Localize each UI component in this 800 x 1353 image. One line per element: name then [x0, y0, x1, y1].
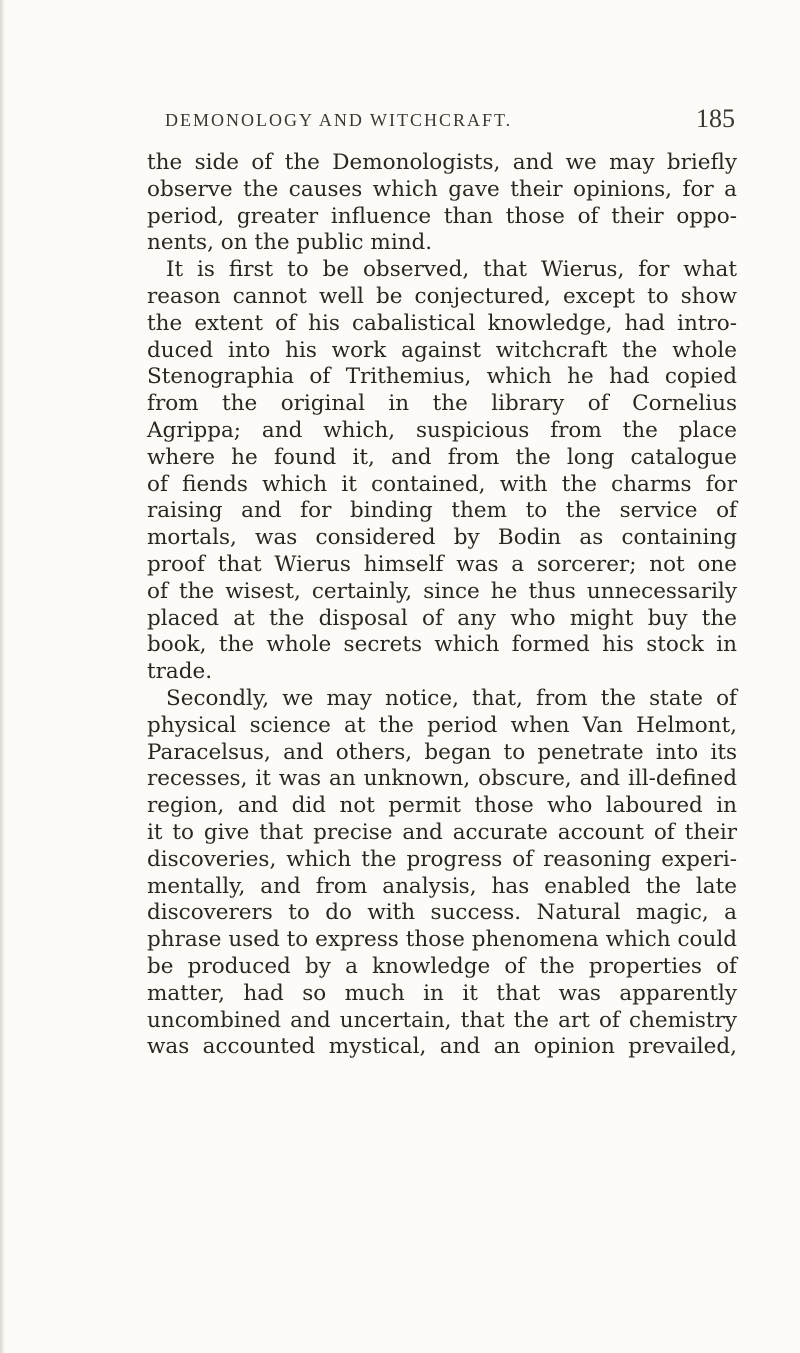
- text-line: Paracelsus, and others, began to penetrate into its: [147, 739, 737, 765]
- text-line: raising and for binding them to the service of: [147, 498, 737, 524]
- text-line: duced into his work against witchcraft the whole: [147, 337, 737, 363]
- text-line: nents, on the public mind.: [147, 230, 433, 256]
- text-line: matter, had so much in it that was apparently: [147, 980, 737, 1006]
- text-line: of the wisest, certainly, since he thus unnecessarily: [147, 578, 737, 604]
- text-line: Stenographia of Trithemius, which he had copied: [147, 364, 737, 390]
- text-line: of fiends which it contained, with the charms for: [147, 471, 737, 497]
- text-line: observe the causes which gave their opinions, for a: [147, 176, 737, 202]
- text-line: uncombined and uncertain, that the art of chemistry: [147, 1007, 737, 1033]
- text-line: mortals, was considered by Bodin as containing: [147, 525, 737, 551]
- text-line: the extent of his cabalistical knowledge, had intro-: [147, 310, 737, 336]
- text-line: physical science at the period when Van Helmont,: [147, 712, 737, 738]
- text-line: discoverers to do with success. Natural magic, a: [147, 900, 737, 926]
- text-line: period, greater influence than those of their oppo-: [147, 203, 737, 229]
- text-line: reason cannot well be conjectured, except to show: [147, 283, 737, 309]
- text-line: recesses, it was an unknown, obscure, and ill-defined: [147, 766, 737, 792]
- text-line: where he found it, and from the long catalogue: [147, 444, 737, 470]
- text-line: Agrippa; and which, suspicious from the place: [147, 417, 737, 443]
- text-line: book, the whole secrets which formed his stock in: [147, 632, 737, 658]
- text-line: It is first to be observed, that Wierus, for what: [166, 257, 737, 283]
- text-line: discoveries, which the progress of reasoning experi-: [147, 846, 737, 872]
- text-line: Secondly, we may notice, that, from the state of: [166, 685, 737, 711]
- page-number: 185: [696, 104, 735, 133]
- text-line: from the original in the library of Cornelius: [147, 391, 737, 417]
- text-line: was accounted mystical, and an opinion prevailed,: [147, 1034, 737, 1060]
- text-line: be produced by a knowledge of the properties of: [147, 953, 737, 979]
- text-line: the side of the Demonologists, and we may briefly: [147, 150, 737, 175]
- text-line: mentally, and from analysis, has enabled the late: [147, 873, 737, 899]
- text-line: proof that Wierus himself was a sorcerer; not one: [147, 551, 737, 577]
- running-head: [165, 98, 735, 138]
- running-title: DEMONOLOGY AND WITCHCRAFT.: [165, 110, 513, 130]
- text-line: trade.: [147, 659, 213, 685]
- text-line: phrase used to express those phenomena which could: [147, 927, 737, 953]
- text-line: region, and did not permit those who laboured in: [147, 793, 737, 819]
- body-text: [147, 150, 737, 1061]
- text-line: placed at the disposal of any who might buy the: [147, 605, 737, 631]
- text-line: it to give that precise and accurate account of their: [147, 819, 737, 845]
